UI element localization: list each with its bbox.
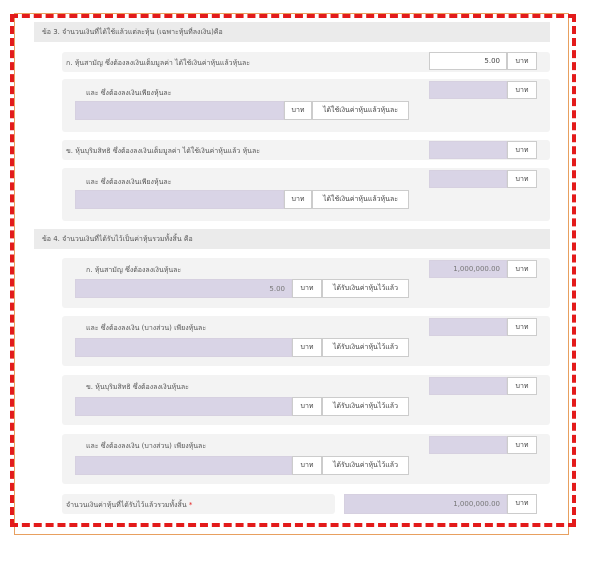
common-partial-label: และ ซึ่งต้องลงเงินเพียงหุ้นละ — [86, 89, 172, 97]
pref-full-unit: บาท — [507, 141, 537, 159]
received-row-label: ข. หุ้นบุริมสิทธิ ซึ่งต้องลงเงินหุ้นละ — [86, 383, 189, 391]
common-partial-amount-unit: บาท — [284, 101, 312, 120]
received-amount-unit: บาท — [292, 338, 322, 357]
section-4-heading-text: ข้อ 4. จำนวนเงินที่ได้รับไว้เป็นค่าหุ้นรวมทั้งสิ้น คือ — [42, 235, 193, 243]
total-unit: บาท — [507, 494, 537, 514]
received-amount-unit: บาท — [292, 456, 322, 475]
pref-partial-amount-unit: บาท — [284, 190, 312, 209]
received-note: ได้รับเงินค่าหุ้นไว้แล้ว — [322, 279, 409, 298]
pref-partial-unit: บาท — [507, 170, 537, 188]
pref-full-label: ข. หุ้นบุริมสิทธิ ซึ่งต้องลงเงินเต็มมูลค่า ได้ใช้เงินค่าหุ้นแล้ว หุ้นละ — [66, 147, 261, 155]
received-row-label: และ ซึ่งต้องลงเงิน (บางส่วน) เพียงหุ้นละ — [86, 442, 207, 450]
received-amount-unit: บาท — [292, 279, 322, 298]
total-label-text: จำนวนเงินค่าหุ้นที่ได้รับไว้แล้วรวมทั้งสิ้น — [66, 501, 187, 509]
required-marker: * — [188, 501, 193, 509]
common-full-unit: บาท — [507, 52, 537, 70]
received-row-label: ก. หุ้นสามัญ ซึ่งต้องลงเงินหุ้นละ — [86, 266, 182, 274]
pref-partial-note: ได้ใช้เงินค่าหุ้นแล้วหุ้นละ — [312, 190, 409, 209]
common-full-label: ก. หุ้นสามัญ ซึ่งต้องลงเงินเต็มมูลค่า ได้ใช้เงินค่าหุ้นแล้วหุ้นละ — [66, 59, 251, 67]
received-note: ได้รับเงินค่าหุ้นไว้แล้ว — [322, 397, 409, 416]
common-partial-note: ได้ใช้เงินค่าหุ้นแล้วหุ้นละ — [312, 101, 409, 120]
received-right-unit: บาท — [507, 318, 537, 336]
received-right-unit: บาท — [507, 377, 537, 395]
pref-partial-label: และ ซึ่งต้องลงเงินเพียงหุ้นละ — [86, 178, 172, 186]
highlight-dashed-frame — [10, 14, 576, 527]
received-note: ได้รับเงินค่าหุ้นไว้แล้ว — [322, 338, 409, 357]
received-row-label: และ ซึ่งต้องลงเงิน (บางส่วน) เพียงหุ้นละ — [86, 324, 207, 332]
section-3-heading-text: ข้อ 3. จำนวนเงินที่ได้ใช้แล้วแต่ละหุ้น (เฉพาะหุ้นที่ลงเงิน)คือ — [42, 28, 223, 36]
received-note: ได้รับเงินค่าหุ้นไว้แล้ว — [322, 456, 409, 475]
common-partial-unit: บาท — [507, 81, 537, 99]
received-right-unit: บาท — [507, 436, 537, 454]
received-right-unit: บาท — [507, 260, 537, 278]
received-amount-unit: บาท — [292, 397, 322, 416]
